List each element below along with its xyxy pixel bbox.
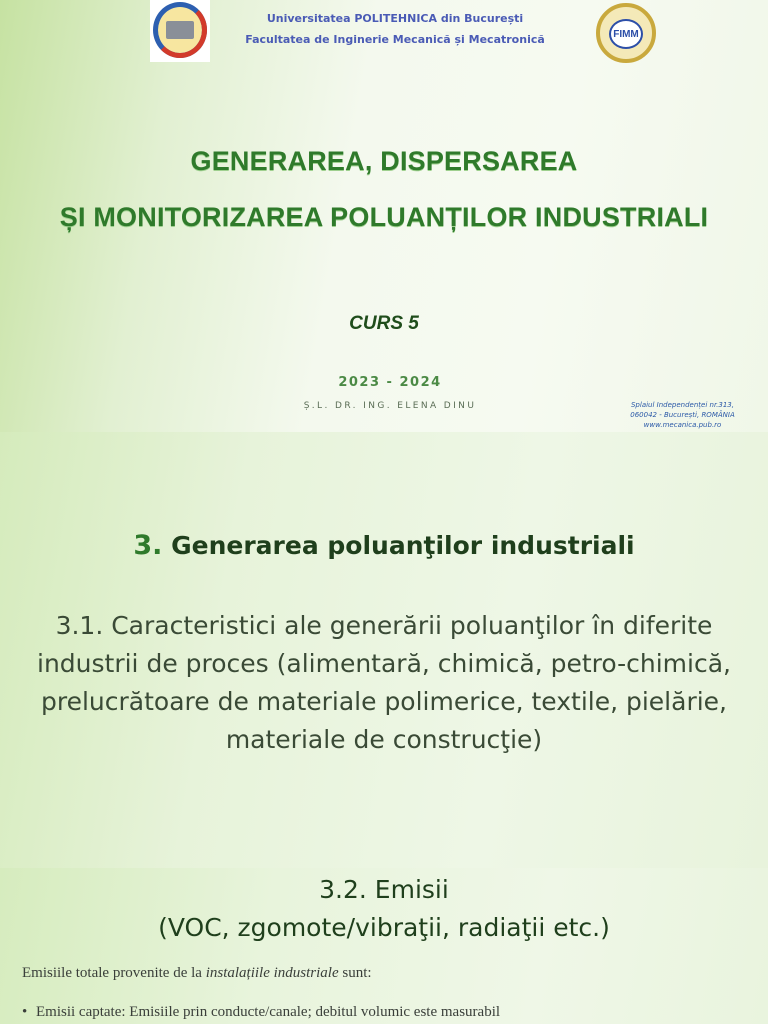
fimm-logo-text: FIMM <box>609 19 643 49</box>
emissions-intro <box>22 965 372 982</box>
emissions-heading-line2: (VOC, zgomote/vibraţii, radiaţii etc.) <box>158 913 610 942</box>
chapter-title: Generarea poluanţilor industriali <box>171 531 635 560</box>
politehnica-logo <box>150 0 210 62</box>
address-line: Splaiul Independenței nr.313, <box>630 401 734 409</box>
emissions-heading <box>0 871 768 947</box>
course-title-line1: GENERAREA, DISPERSAREA <box>190 146 578 176</box>
title-slide <box>0 0 768 432</box>
website-link[interactable]: www.mecanica.pub.ro <box>643 421 722 429</box>
subsection-heading: 3.1. Caracteristici ale generării poluanţilor în diferite industrii de proces (alimentară, chimică, petro-chimică, prelucrătoare de materiale polimerice, textile, pielărie, materiale de construcţie) <box>37 611 731 754</box>
address-line: 060042 - București, ROMÂNIA <box>630 411 735 419</box>
faculty-name: Facultatea de Inginerie Mecanică și Mecatronică <box>245 33 545 46</box>
chapter-heading <box>0 530 768 561</box>
emissions-heading-line1: 3.2. Emisii <box>319 875 449 904</box>
list-item <box>22 1004 501 1021</box>
fimm-logo <box>596 3 656 63</box>
course-number: CURS 5 <box>349 313 419 334</box>
intro-italic-text: instalațiile industriale <box>205 965 339 981</box>
intro-text: Emisiile totale provenite de la <box>22 965 206 981</box>
faculty-address <box>600 400 765 430</box>
author-name: Ș.L. DR. ING. ELENA DINU <box>303 401 477 411</box>
course-title-line2: ȘI MONITORIZAREA POLUANȚILOR INDUSTRIALI <box>59 202 709 232</box>
university-name: Universitatea POLITEHNICA din București <box>266 12 524 25</box>
intro-suffix: sunt: <box>338 965 372 981</box>
chapter-number: 3. <box>133 530 163 561</box>
list-item-text: Emisii captate: Emisiile prin conducte/canale; debitul volumic este masurabil <box>36 1004 501 1020</box>
academic-year: 2023 - 2024 <box>338 375 442 390</box>
bullet-mark: • <box>22 1004 28 1020</box>
